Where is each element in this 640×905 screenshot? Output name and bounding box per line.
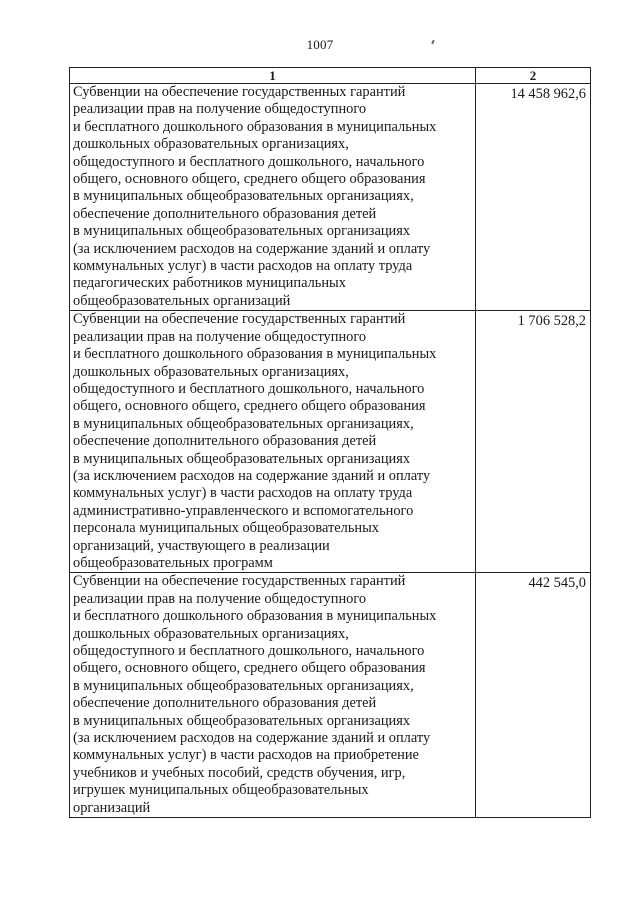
description-line: общего, основного общего, среднего общего образования: [73, 171, 426, 188]
description-line: Субвенции на обеспечение государственных гарантий: [73, 311, 406, 328]
header-row: [70, 68, 591, 84]
description-line: в муниципальных общеобразовательных организациях: [73, 450, 411, 467]
table-row: [70, 311, 591, 573]
row-amount: 442 545,0: [476, 573, 591, 818]
description-line: Субвенции на обеспечение государственных гарантий: [73, 573, 406, 590]
description-line: педагогических работников муниципальных: [73, 275, 346, 292]
description-line: общедоступного и бесплатного дошкольного, начального: [73, 380, 425, 397]
row-amount: 1 706 528,2: [476, 311, 591, 573]
table-row: [70, 573, 591, 818]
description-line: реализации прав на получение общедоступного: [73, 101, 367, 118]
description-line: учебников и учебных пособий, средств обучения, игр,: [73, 764, 406, 781]
description-line: коммунальных услуг) в части расходов на оплату труда: [73, 258, 413, 275]
description-line: организаций, участвующего в реализации: [73, 537, 330, 554]
description-line: дошкольных образовательных организациях,: [73, 625, 349, 642]
column-header-description: 1: [70, 68, 476, 84]
description-line: общего, основного общего, среднего общего образования: [73, 660, 426, 677]
description-line: (за исключением расходов на содержание зданий и оплату: [73, 467, 431, 484]
table-row: [70, 84, 591, 311]
row-amount: 14 458 962,6: [476, 84, 591, 311]
column-header-amount: 2: [476, 68, 591, 84]
description-line: в муниципальных общеобразовательных организациях,: [73, 677, 414, 694]
description-line: и бесплатного дошкольного образования в муниципальных: [73, 608, 437, 625]
description-line: игрушек муниципальных общеобразовательных: [73, 782, 369, 799]
description-line: организаций: [73, 799, 151, 816]
description-line: общедоступного и бесплатного дошкольного, начального: [73, 643, 425, 659]
table-body: [70, 84, 591, 818]
page-number: 1007: [306, 37, 334, 52]
description-line: обеспечение дополнительного образования детей: [73, 433, 377, 450]
description-line: в муниципальных общеобразовательных организациях: [73, 223, 411, 240]
description-line: реализации прав на получение общедоступного: [73, 590, 367, 607]
description-line: дошкольных образовательных организациях,: [73, 136, 349, 153]
description-line: и бесплатного дошкольного образования в муниципальных: [73, 118, 437, 135]
description-line: общеобразовательных программ: [73, 554, 273, 571]
description-line: общеобразовательных организаций: [73, 292, 291, 309]
description-line: коммунальных услуг) в части расходов на приобретение: [73, 747, 419, 764]
subvention-table: [69, 67, 591, 818]
description-line: Субвенции на обеспечение государственных гарантий: [73, 84, 406, 100]
row-description: [70, 311, 476, 573]
description-line: (за исключением расходов на содержание зданий и оплату: [73, 240, 431, 257]
description-line: общедоступного и бесплатного дошкольного, начального: [73, 153, 425, 170]
description-line: в муниципальных общеобразовательных организациях: [73, 712, 411, 729]
description-line: реализации прав на получение общедоступного: [73, 328, 367, 345]
description-line: дошкольных образовательных организациях,: [73, 363, 349, 380]
description-line: и бесплатного дошкольного образования в муниципальных: [73, 346, 437, 363]
description-line: в муниципальных общеобразовательных организациях,: [73, 415, 414, 432]
description-line: обеспечение дополнительного образования детей: [73, 205, 377, 222]
description-line: обеспечение дополнительного образования детей: [73, 695, 377, 712]
description-line: административно-управленческого и вспомогательного: [73, 502, 414, 519]
description-line: общего, основного общего, среднего общего образования: [73, 398, 426, 415]
row-description: [70, 84, 476, 311]
description-line: (за исключением расходов на содержание зданий и оплату: [73, 730, 431, 747]
row-description: [70, 573, 476, 818]
description-line: в муниципальных общеобразовательных организациях,: [73, 188, 414, 205]
description-line: персонала муниципальных общеобразовательных: [73, 520, 379, 537]
description-line: коммунальных услуг) в части расходов на оплату труда: [73, 485, 413, 502]
